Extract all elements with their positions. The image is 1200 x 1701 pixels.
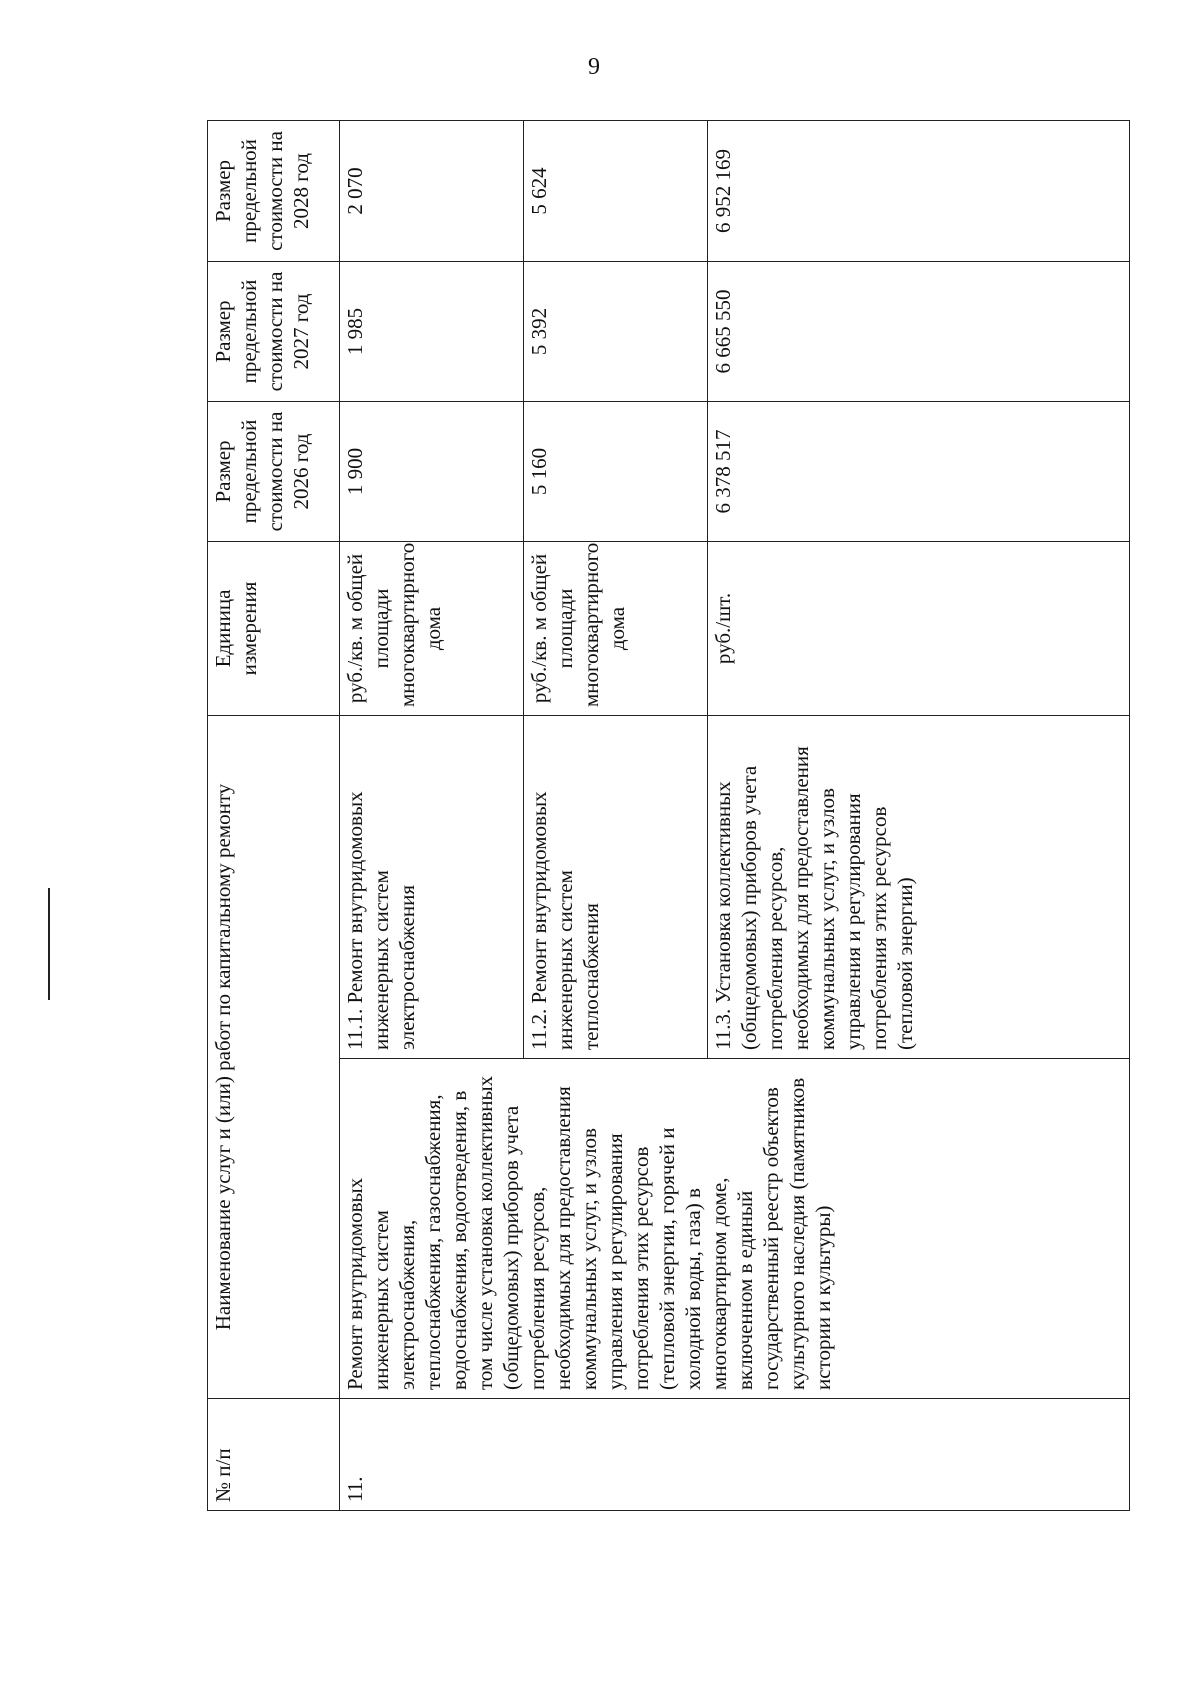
cost-2028: 2 070 [340,120,524,261]
table-header-row [208,120,340,1510]
cost-2028: 6 952 169 [708,120,1130,261]
item-name: 11.2. Ремонт внутридомовых инженерных систем теплоснабжения [524,715,708,1058]
cost-2026: 5 160 [524,401,708,541]
cost-2027: 1 985 [340,261,524,401]
item-name: 11.3. Установка коллективных (общедомовых) приборов учета потребления ресурсов, необходимых для предоставления коммунальных услуг, и узлов управления и регулирования потребления этих ресурсов (тепловой энергии) [708,715,1130,1058]
header-2026: Размер предельной стоимости на 2026 год [208,401,340,541]
cost-2026: 6 378 517 [708,401,1130,541]
page-number: 9 [588,54,600,80]
cost-2027: 5 392 [524,261,708,401]
header-name: Наименование услуг и (или) работ по капитальному ремонту [208,715,340,1398]
cost-table [207,120,1130,1511]
rotated-table-wrapper [207,121,1129,1511]
item-name: 11.1. Ремонт внутридомовых инженерных систем электроснабжения [340,715,524,1058]
item-unit: руб./кв. м общей площади многоквартирного дома [524,541,708,715]
cost-2026: 1 900 [340,401,524,541]
item-unit: руб./шт. [708,541,1130,715]
margin-mark [48,888,50,1000]
item-unit: руб./кв. м общей площади многоквартирного дома [340,541,524,715]
table-row [340,120,524,1510]
cost-2028: 5 624 [524,120,708,261]
header-2028: Размер предельной стоимости на 2028 год [208,120,340,261]
cost-2027: 6 665 550 [708,261,1130,401]
header-unit: Единица измерения [208,541,340,715]
group-num: 11. [340,1399,1130,1511]
header-2027: Размер предельной стоимости на 2027 год [208,261,340,401]
group-description: Ремонт внутридомовых инженерных систем электроснабжения, теплоснабжения, газоснабжения, водоснабжения, водоотведения, в том числе установка коллективных (общедомовых) приборов учета потребления ресурсов, необходимых для предоставления коммунальных услуг, и узлов управления и регулирования потребления этих ресурсов (тепловой энергии, горячей и холодной воды, газа) в многоквартирном доме, включенном в единый государственный реестр объектов культурного наследия (памятников истории и культуры) [340,1059,1130,1399]
header-num: № п/п [208,1399,340,1511]
